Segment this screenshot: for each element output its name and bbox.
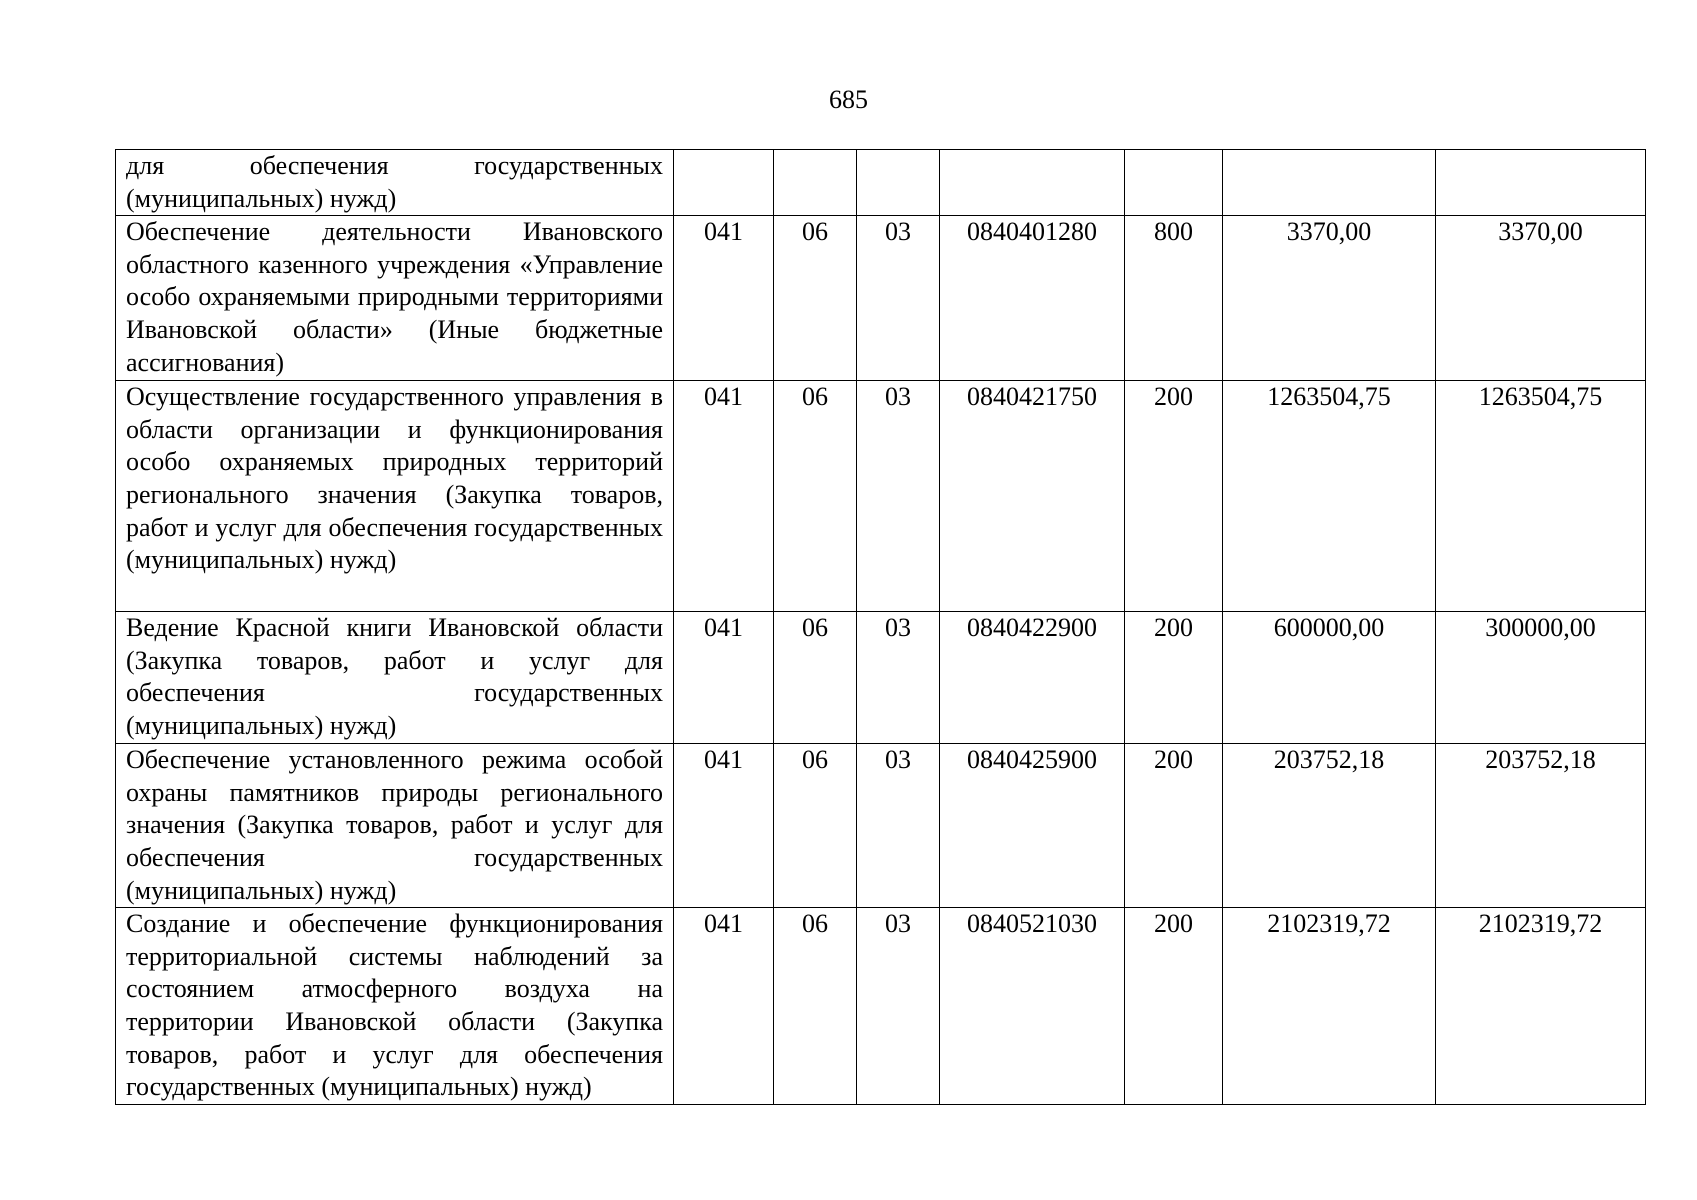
table-row bbox=[116, 744, 1646, 908]
ministry-code: 041 bbox=[674, 744, 774, 908]
section-code bbox=[774, 150, 857, 216]
target-article-code: 0840422900 bbox=[940, 612, 1125, 744]
section-code: 06 bbox=[774, 908, 857, 1105]
expense-type-code: 200 bbox=[1125, 381, 1223, 612]
target-article-code: 0840401280 bbox=[940, 216, 1125, 381]
budget-table bbox=[115, 149, 1646, 1105]
amount-2: 2102319,72 bbox=[1436, 908, 1646, 1105]
amount-2: 1263504,75 bbox=[1436, 381, 1646, 612]
target-article-code: 0840421750 bbox=[940, 381, 1125, 612]
table-row bbox=[116, 381, 1646, 612]
expense-type-code: 800 bbox=[1125, 216, 1223, 381]
amount-1: 3370,00 bbox=[1223, 216, 1436, 381]
budget-table-body bbox=[116, 150, 1646, 1105]
amount-2: 203752,18 bbox=[1436, 744, 1646, 908]
row-description: Создание и обеспечение функционирования территориальной системы наблюдений за состоянием атмосферного воздуха на территории Ивановской области (Закупка товаров, работ и услуг для обеспечения государственных (муниципальных) нужд) bbox=[116, 908, 674, 1105]
ministry-code: 041 bbox=[674, 381, 774, 612]
subsection-code: 03 bbox=[857, 908, 940, 1105]
amount-2: 300000,00 bbox=[1436, 612, 1646, 744]
ministry-code: 041 bbox=[674, 216, 774, 381]
amount-1: 600000,00 bbox=[1223, 612, 1436, 744]
target-article-code: 0840521030 bbox=[940, 908, 1125, 1105]
row-description: для обеспечения государственных (муниципальных) нужд) bbox=[116, 150, 674, 216]
row-description: Ведение Красной книги Ивановской области (Закупка товаров, работ и услуг для обеспечения государственных (муниципальных) нужд) bbox=[116, 612, 674, 744]
section-code: 06 bbox=[774, 612, 857, 744]
section-code: 06 bbox=[774, 744, 857, 908]
section-code: 06 bbox=[774, 381, 857, 612]
expense-type-code: 200 bbox=[1125, 744, 1223, 908]
amount-1: 1263504,75 bbox=[1223, 381, 1436, 612]
amount-1 bbox=[1223, 150, 1436, 216]
subsection-code: 03 bbox=[857, 612, 940, 744]
section-code: 06 bbox=[774, 216, 857, 381]
table-row bbox=[116, 908, 1646, 1105]
table-row bbox=[116, 612, 1646, 744]
ministry-code bbox=[674, 150, 774, 216]
amount-2 bbox=[1436, 150, 1646, 216]
row-description: Обеспечение установленного режима особой охраны памятников природы регионального значения (Закупка товаров, работ и услуг для обеспечения государственных (муниципальных) нужд) bbox=[116, 744, 674, 908]
amount-1: 2102319,72 bbox=[1223, 908, 1436, 1105]
expense-type-code: 200 bbox=[1125, 612, 1223, 744]
expense-type-code bbox=[1125, 150, 1223, 216]
target-article-code: 0840425900 bbox=[940, 744, 1125, 908]
table-row bbox=[116, 216, 1646, 381]
page-number: 685 bbox=[829, 85, 868, 114]
row-description: Осуществление государственного управления в области организации и функционирования особо охраняемых природных территорий регионального значения (Закупка товаров, работ и услуг для обеспечения государственных (муниципальных) нужд) bbox=[116, 381, 674, 612]
table-row bbox=[116, 150, 1646, 216]
subsection-code: 03 bbox=[857, 381, 940, 612]
amount-2: 3370,00 bbox=[1436, 216, 1646, 381]
target-article-code bbox=[940, 150, 1125, 216]
subsection-code: 03 bbox=[857, 744, 940, 908]
subsection-code: 03 bbox=[857, 216, 940, 381]
ministry-code: 041 bbox=[674, 612, 774, 744]
subsection-code bbox=[857, 150, 940, 216]
row-description: Обеспечение деятельности Ивановского областного казенного учреждения «Управление особо охраняемыми природными территориями Ивановской области» (Иные бюджетные ассигнования) bbox=[116, 216, 674, 381]
expense-type-code: 200 bbox=[1125, 908, 1223, 1105]
amount-1: 203752,18 bbox=[1223, 744, 1436, 908]
ministry-code: 041 bbox=[674, 908, 774, 1105]
